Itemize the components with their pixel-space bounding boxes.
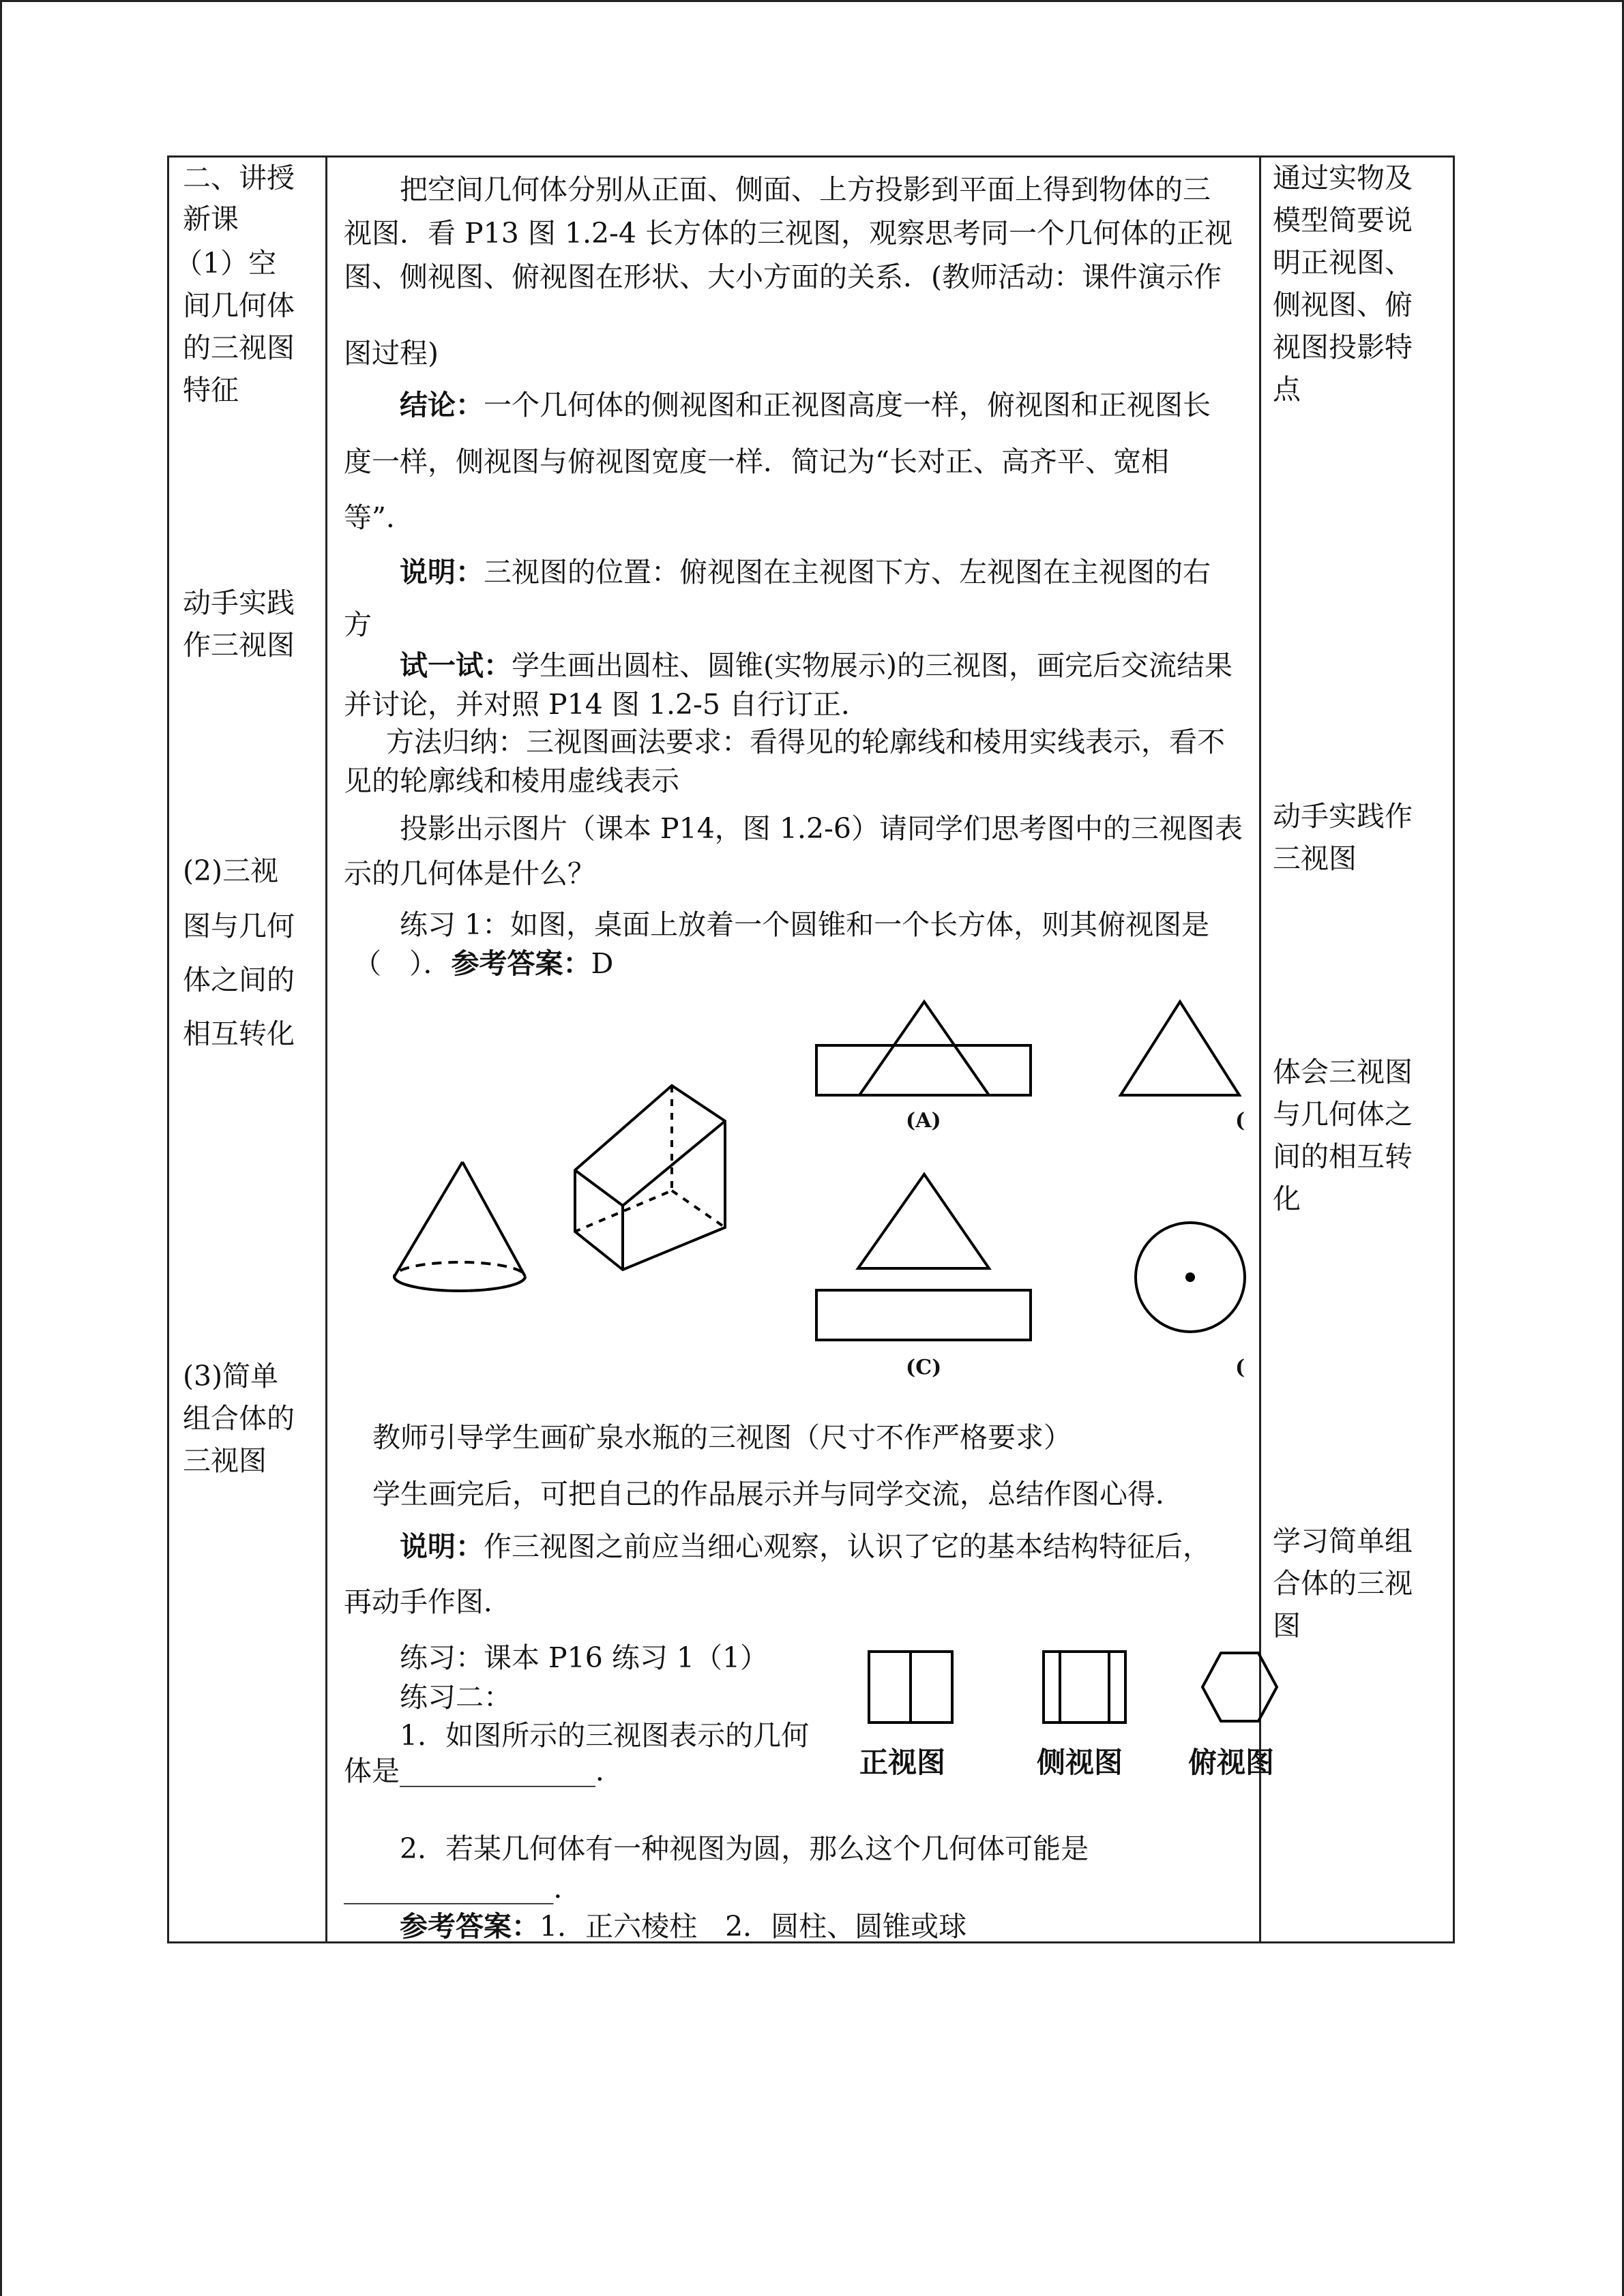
q1-line1: 1．如图所示的三视图表示的几何 xyxy=(400,1719,810,1752)
note-line2: 方 xyxy=(344,608,372,641)
note3-line4: 化 xyxy=(1273,1182,1301,1215)
answer-text: 1．正六棱柱 2．圆柱、圆锥或球 xyxy=(540,1910,967,1943)
note-text-1: 三视图的位置：俯视图在主视图下方、左视图在主视图的右 xyxy=(484,556,1211,588)
note3-line2: 与几何体之 xyxy=(1273,1098,1413,1131)
try-line1 xyxy=(400,644,1232,687)
practice2-text: 练习二： xyxy=(400,1681,512,1714)
note1-line5: 视图投影特 xyxy=(1273,331,1413,363)
option-c-label: (C) xyxy=(906,1356,942,1380)
student-share: 学生画完后，可把自己的作品展示并与同学交流，总结作图心得． xyxy=(372,1478,1183,1510)
sec3-line1: (3)简单 xyxy=(183,1360,279,1392)
cone-figure xyxy=(389,1159,539,1296)
sec-title-line2: 新课 xyxy=(183,203,239,235)
try-text-1: 学生画出圆柱、圆锥(实物展示)的三视图，画完后交流结果 xyxy=(512,649,1232,682)
hands-on-line2: 作三视图 xyxy=(183,629,295,661)
projection-line1: 投影出示图片（课本 P14，图 1.2-6）请同学们思考图中的三视图表 xyxy=(400,812,1243,845)
try-label: 试一试： xyxy=(400,649,512,682)
sec2-line1: (2)三视 xyxy=(183,854,279,887)
p1-line4: 图过程) xyxy=(344,337,439,370)
conclusion-label: 结论： xyxy=(400,389,484,421)
note2-line2: 三视图 xyxy=(1273,842,1357,875)
option-c-figure xyxy=(815,1167,1033,1345)
note2-label: 说明： xyxy=(400,1530,484,1563)
projection-line2: 示的几何体是什么？ xyxy=(344,857,595,890)
sec1-line1: （1）空 xyxy=(175,247,277,280)
p1-line3: 图、侧视图、俯视图在形状、大小方面的关系．(教师活动：课件演示作 xyxy=(344,260,1222,293)
p1-line1: 把空间几何体分别从正面、侧面、上方投影到平面上得到物体的三 xyxy=(400,173,1211,206)
note4-line1: 学习简单组 xyxy=(1273,1525,1413,1557)
practice-text: 练习：课本 P16 练习 1（1） xyxy=(400,1641,769,1674)
note1-line4: 侧视图、俯 xyxy=(1273,288,1413,321)
method-line2: 见的轮廓线和棱用虚线表示 xyxy=(344,764,679,797)
q2-line2: _______________． xyxy=(344,1872,582,1905)
option-d-label: ( xyxy=(1235,1356,1245,1380)
top-view-label: 俯视图 xyxy=(1188,1746,1275,1779)
page-top-border xyxy=(0,0,1624,2)
front-view-figure xyxy=(868,1650,956,1725)
sec1-line3: 的三视图 xyxy=(183,331,295,364)
q1-line2: 体是______________． xyxy=(344,1755,623,1787)
note2-text-1: 作三视图之前应当细心观察，认识了它的基本结构特征后， xyxy=(484,1530,1211,1563)
method-line1: 方法归纳：三视图画法要求：看得见的轮廓线和棱用实线表示，看不 xyxy=(386,726,1225,758)
note4-line2: 合体的三视 xyxy=(1273,1567,1413,1600)
sec-title-line1: 二、讲授 xyxy=(183,162,295,194)
note1-line2: 模型简要说 xyxy=(1273,204,1413,237)
note1-line6: 点 xyxy=(1273,373,1301,406)
sec3-line2: 组合体的 xyxy=(183,1402,295,1435)
conclusion-text-1: 一个几何体的侧视图和正视图高度一样，俯视图和正视图长 xyxy=(484,389,1211,421)
column-divider-1 xyxy=(325,158,327,1941)
note-line1 xyxy=(400,551,1211,593)
note2-line2: 再动手作图． xyxy=(344,1585,512,1618)
side-view-figure xyxy=(1042,1650,1131,1725)
answer-label: 参考答案： xyxy=(400,1910,540,1943)
conclusion-line2: 度一样，侧视图与俯视图宽度一样．简记为“长对正、高齐平、宽相 xyxy=(344,445,1169,478)
option-a-label: (A) xyxy=(906,1109,941,1133)
note2-line1 xyxy=(400,1525,1211,1568)
sec2-line3: 体之间的 xyxy=(183,964,295,996)
sec3-line3: 三视图 xyxy=(183,1444,267,1477)
ex1-text-2: （ ）． xyxy=(353,947,452,980)
q2-line1: 2．若某几何体有一种视图为圆，那么这个几何体可能是 xyxy=(400,1832,1089,1865)
note1-line1: 通过实物及 xyxy=(1273,162,1413,194)
cuboid-figure xyxy=(570,1076,733,1274)
answer-line xyxy=(400,1905,966,1948)
note3-line3: 间的相互转 xyxy=(1273,1140,1413,1173)
option-b-figure xyxy=(1119,998,1241,1100)
option-a-figure xyxy=(815,998,1033,1100)
option-d-figure xyxy=(1134,1221,1250,1337)
ex1-answer-label: 参考答案： xyxy=(451,947,591,980)
teacher-guide: 教师引导学生画矿泉水瓶的三视图（尺寸不作严格要求） xyxy=(372,1421,1072,1454)
ex1-line2 xyxy=(353,942,613,985)
conclusion-line3: 等”． xyxy=(344,501,414,534)
note4-line3: 图 xyxy=(1273,1609,1301,1642)
conclusion-line1 xyxy=(400,384,1211,426)
ex1-answer: D xyxy=(591,947,614,980)
ex1-line1: 练习 1：如图，桌面上放着一个圆锥和一个长方体，则其俯视图是 xyxy=(400,908,1210,941)
option-b-label: ( xyxy=(1235,1109,1245,1133)
try-line2: 并讨论，并对照 P14 图 1.2-5 自行订正． xyxy=(344,688,870,721)
note-label: 说明： xyxy=(400,556,484,588)
sec1-line2: 间几何体 xyxy=(183,289,295,322)
side-view-label: 侧视图 xyxy=(1037,1746,1123,1779)
p1-line2: 视图．看 P13 图 1.2-4 长方体的三视图，观察思考同一个几何体的正视 xyxy=(344,217,1233,250)
front-view-label: 正视图 xyxy=(859,1746,946,1779)
note2-line1: 动手实践作 xyxy=(1273,800,1413,833)
note3-line1: 体会三视图 xyxy=(1273,1056,1413,1088)
top-view-figure xyxy=(1200,1649,1279,1725)
sec2-line4: 相互转化 xyxy=(183,1017,295,1050)
hands-on-line1: 动手实践 xyxy=(183,586,295,619)
page-left-border xyxy=(0,0,2,2296)
note1-line3: 明正视图、 xyxy=(1273,246,1413,279)
sec2-line2: 图与几何 xyxy=(183,910,295,942)
sec1-line4: 特征 xyxy=(183,374,239,406)
